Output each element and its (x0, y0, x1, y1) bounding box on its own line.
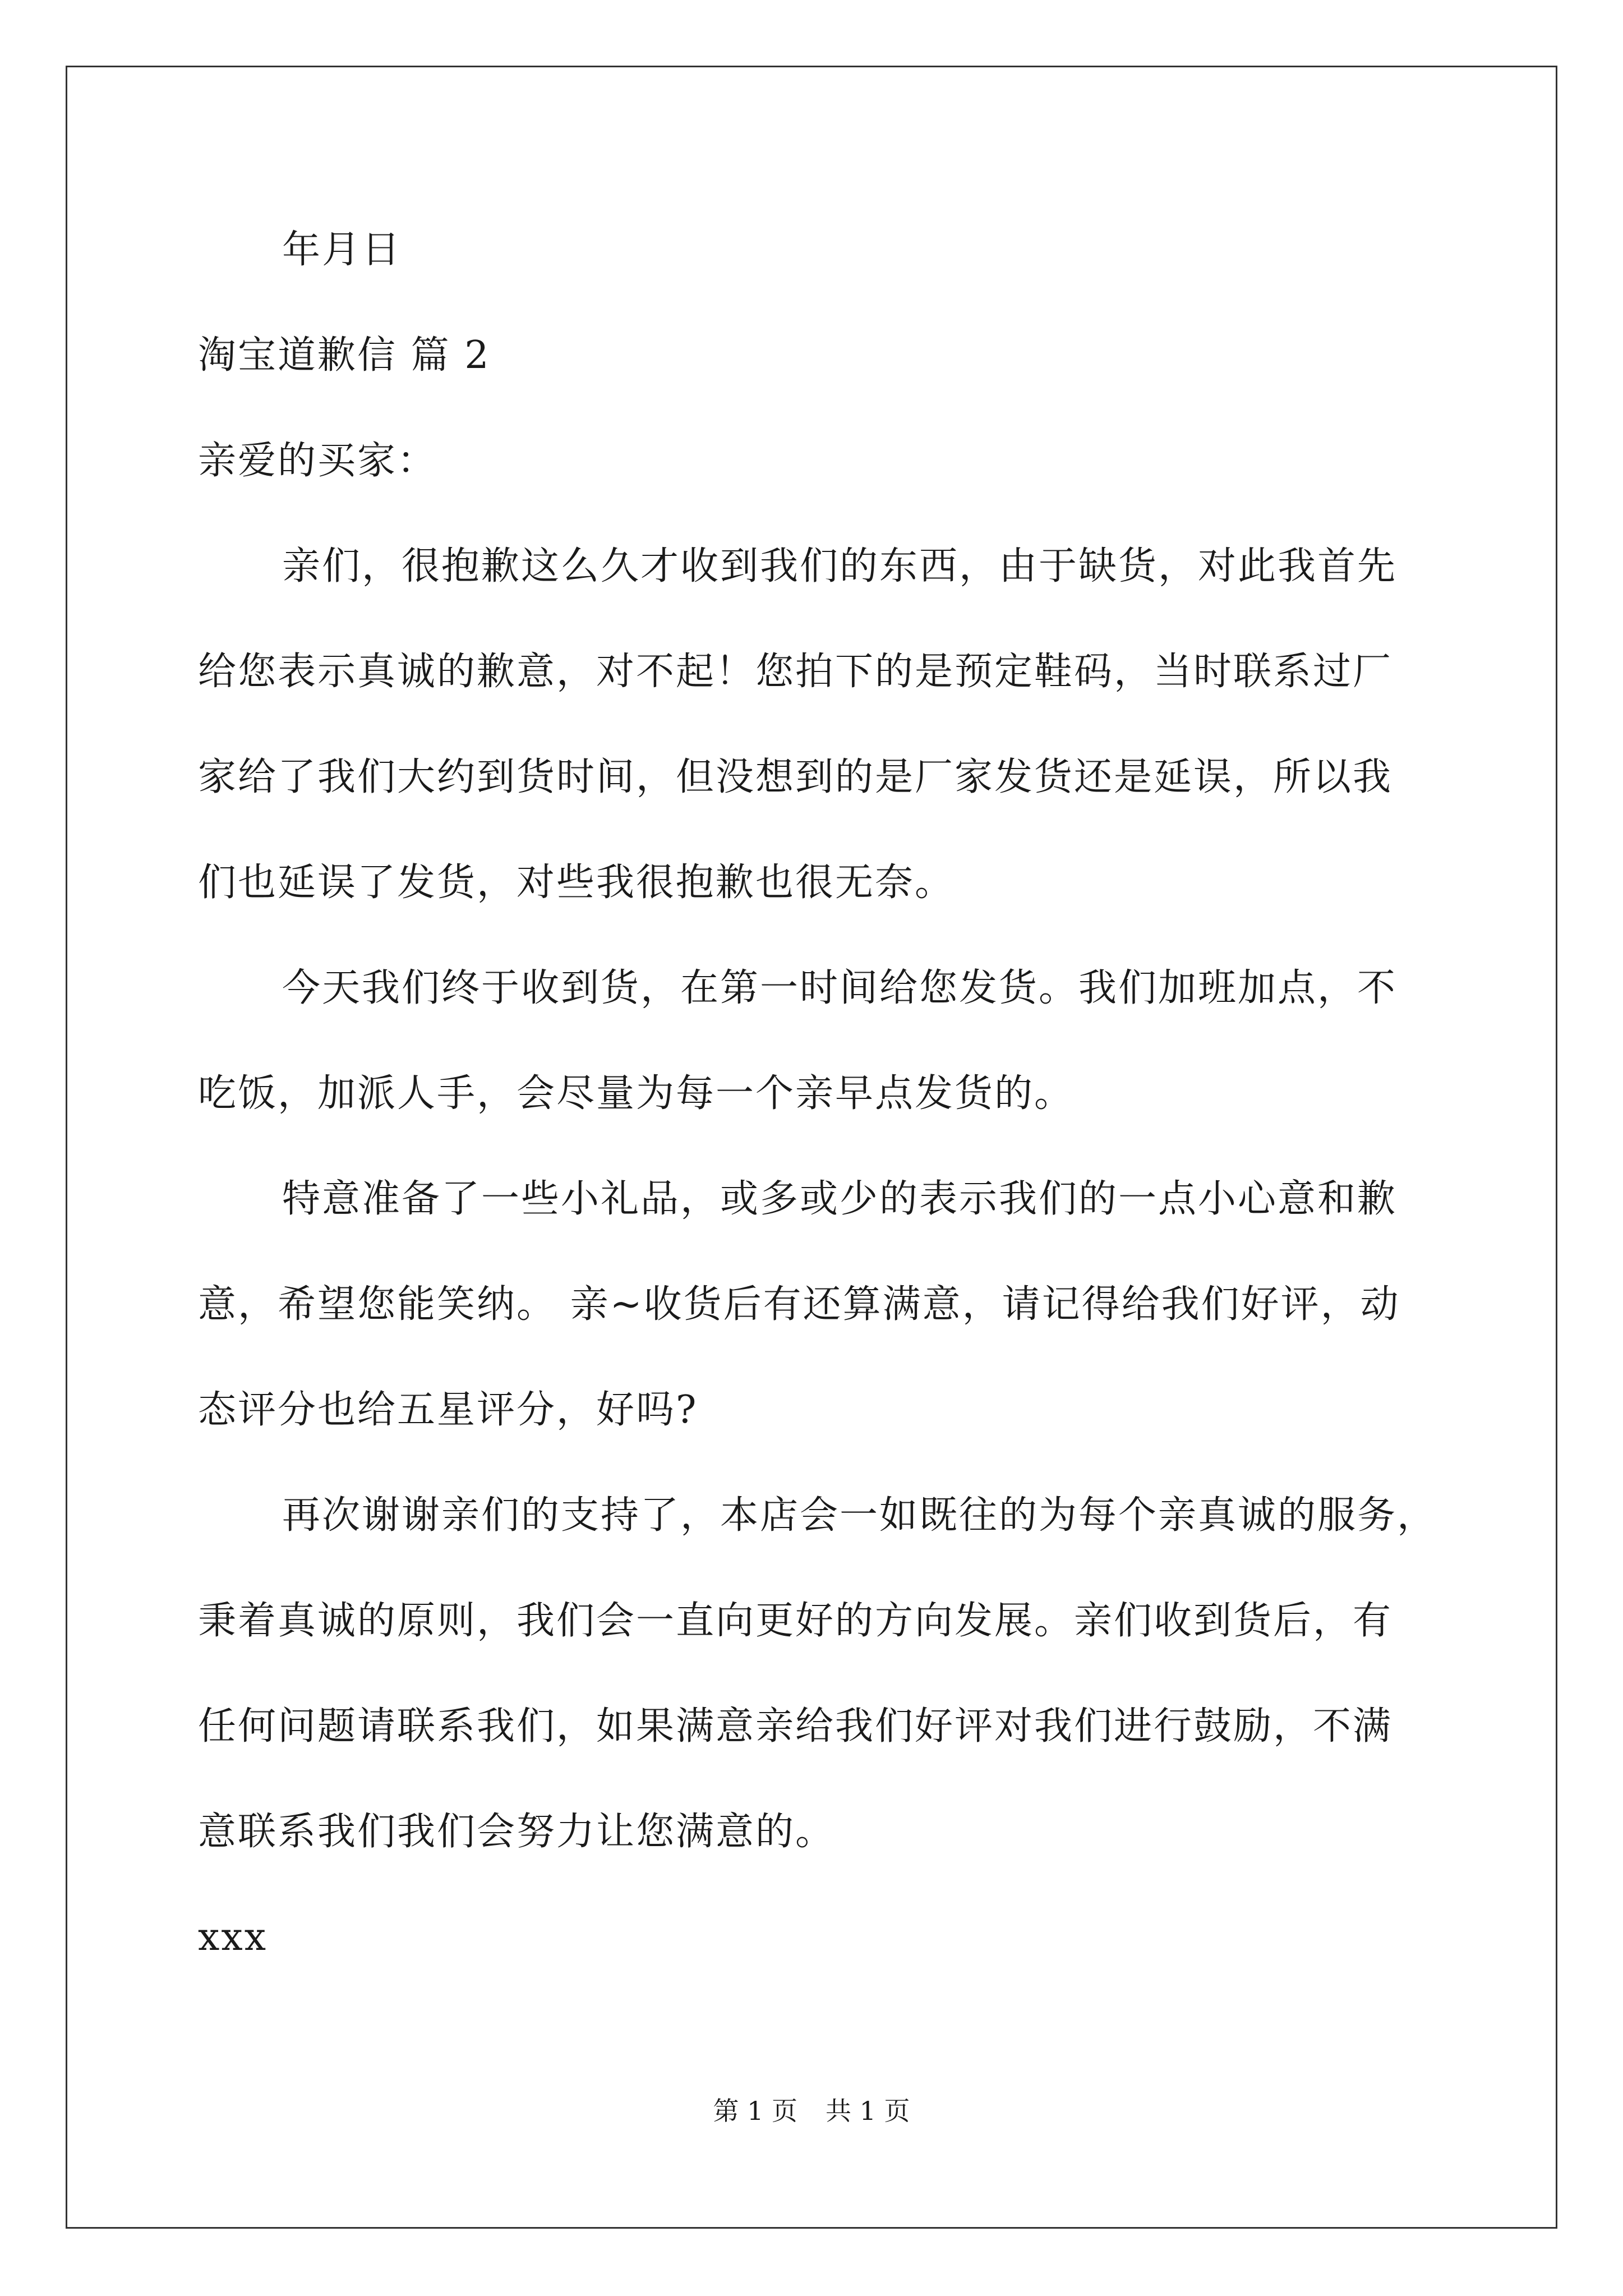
paragraph-line: 家给了我们大约到货时间，但没想到的是厂家发货还是延误，所以我 (198, 755, 1393, 799)
paragraph-line: 再次谢谢亲们的支持了，本店会一如既往的为每个亲真诚的服务， (282, 1493, 1437, 1538)
paragraph-line: 亲们，很抱歉这么久才收到我们的东西，由于缺货，对此我首先 (282, 544, 1398, 588)
paragraph-line: 吃饭，加派人手，会尽量为每一个亲早点发货的。 (198, 1071, 1075, 1116)
page-border (66, 66, 1557, 2229)
signature: xxx (198, 1915, 268, 1959)
page-number-total: 共 1 页 (826, 2096, 910, 2126)
date-line: 年月日 (282, 228, 402, 272)
paragraph-line: 特意准备了一些小礼品，或多或少的表示我们的一点小心意和歉 (282, 1177, 1398, 1221)
paragraph-line: 给您表示真诚的歉意，对不起！您拍下的是预定鞋码，当时联系过厂 (198, 650, 1393, 694)
paragraph-line: 意，希望您能笑纳。 亲~收货后有还算满意，请记得给我们好评，动 (198, 1282, 1400, 1327)
paragraph-line: 今天我们终于收到货，在第一时间给您发货。我们加班加点，不 (282, 966, 1398, 1010)
paragraph-line: 态评分也给五星评分，好吗? (198, 1388, 698, 1432)
paragraph-line: 秉着真诚的原则，我们会一直向更好的方向发展。亲们收到货后，有 (198, 1599, 1393, 1643)
salutation: 亲爱的买家： (198, 439, 437, 483)
page-number-current: 第 1 页 (713, 2096, 797, 2126)
paragraph-line: 意联系我们我们会努力让您满意的。 (198, 1810, 836, 1854)
paragraph-line: 任何问题请联系我们，如果满意亲给我们好评对我们进行鼓励，不满 (198, 1704, 1393, 1749)
page-footer (0, 2098, 1623, 2124)
letter-heading: 淘宝道歉信 篇 2 (198, 333, 491, 378)
paragraph-line: 们也延误了发货，对些我很抱歉也很无奈。 (198, 861, 955, 905)
